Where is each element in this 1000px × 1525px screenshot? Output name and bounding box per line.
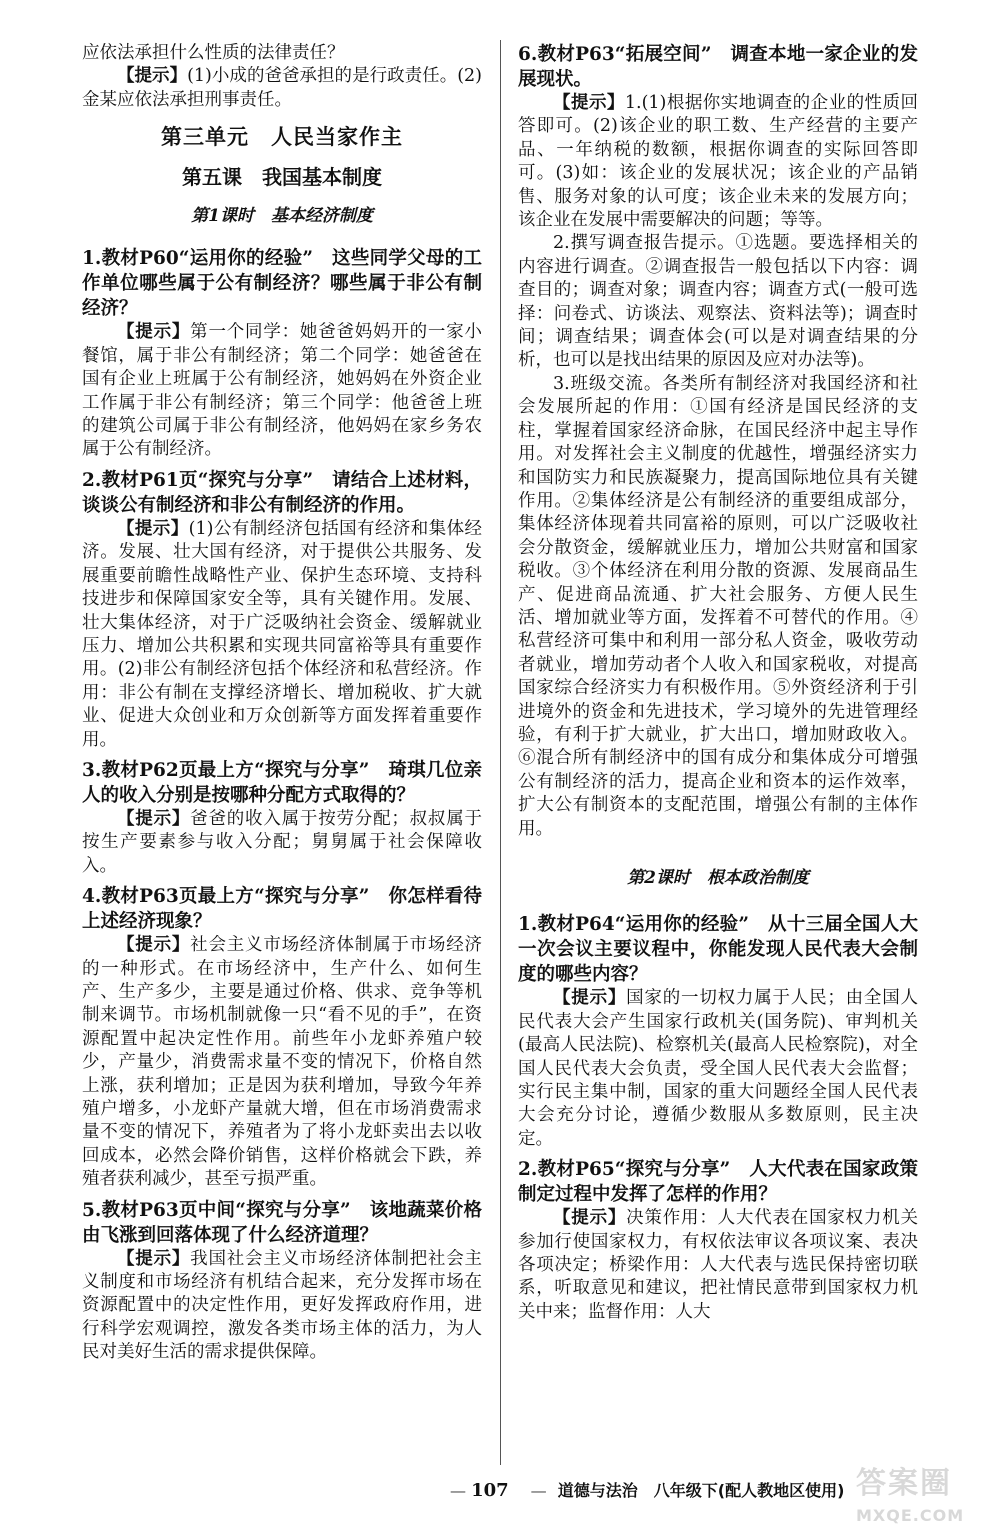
answer-1: 【提示】第一个同学：她爸爸妈妈开的一家小餐馆，属于非公有制经济；第二个同学：她爸爸在国有企业上班属于公有制经济，她妈妈在外资企业工作属于非公有制经济；第三个同学：他爸爸上班的建筑公司属于非公有制经济，他妈妈在家乡务农属于公有制经济。 (82, 322, 483, 460)
right-column (518, 42, 918, 1324)
question-1: 1.教材P60“运用你的经验” 这些同学父母的工作单位哪些属于公有制经济？哪些属于非公有制经济？ (82, 248, 482, 320)
question-4: 4.教材P63页最上方“探究与分享” 你怎样看待上述经济现象？ (82, 886, 482, 933)
answer-6-part-3: 3.班级交流。各类所有制经济对我国经济和社会发展所起的作用：①国有经济是国民经济的支柱，掌握着国家经济命脉，在国民经济中起主导作用。对发挥社会主义制度的优越性，增强经济实力和国防实力和民族凝聚力，提高国际地位具有关键作用。②集体经济是公有制经济的重要组成部分，集体经济体现着共同富裕的原则，可以广泛吸收社会分散资金，缓解就业压力，增加公共财富和国家税收。③个体经济在利用分散的资源、发展商品生产、促进商品流通、扩大社会服务、方便人民生活、增加就业等方面，发挥着不可替代的作用。④私营经济可集中和利用一部分私人资金，吸收劳动者就业，增加劳动者个人收入和国家税收，对提高国家综合经济实力有积极作用。⑤外资经济利于引进境外的资金和先进技术，学习境外的先进管理经验，有利于扩大就业，扩大出口，增加财政收入。⑥混合所有制经济中的国有成分和集体成分可增强公有制经济的活力，提高企业和资本的运作效率，扩大公有制资本的支配范围，增强公有制的主体作用。 (518, 373, 918, 839)
question-3: 3.教材P62页最上方“探究与分享” 琦琪几位亲人的收入分别是按哪种分配方式取得的？ (82, 759, 482, 806)
period-title: 第1课时 基本经济制度 (191, 206, 373, 227)
period2-answer-2: 【提示】决策作用：人大代表在国家权力机关参加行使国家权力，有权依法审议各项议案、表决各项决定；桥梁作用：人大代表与选民保持密切联系，听取意见和建议，把社情民意带到国家权力机关中来；监督作用：人大 (518, 1208, 919, 1322)
answer-6-part-2: 2.撰写调查报告提示。①选题。要选择相关的内容进行调查。②调查报告一般包括以下内容：调查目的；调查对象；调查内容；调查方式(一般可选择：问卷式、访谈法、观察法、资料法等)；调查时间；调查结果；调查体会(可以是对调查结果的分析，也可以是找出结果的原因及应对办法等)。 (518, 233, 918, 371)
watermark-logo: 答案圈 (856, 1466, 952, 1501)
lesson-title: 第五课 我国基本制度 (182, 164, 382, 189)
page-number: 107 (471, 1480, 509, 1501)
question-6: 6.教材P63“拓展空间” 调查本地一家企业的发展现状。 (518, 44, 918, 90)
footer-subject: 道德与法治 八年级下(配人教地区使用) (557, 1481, 845, 1500)
intro-question-tail: 应依法承担什么性质的法律责任？ (82, 43, 345, 63)
intro-tip: 【提示】(1)小成的爸爸承担的是行政责任。(2)金某应依法承担刑事责任。 (82, 66, 483, 110)
watermark-url: MXQE.COM (856, 1506, 965, 1525)
period2-question-1: 1.教材P64“运用你的经验” 从十三届全国人大一次会议主要议程中，你能发现人民代表大会制度的哪些内容？ (518, 914, 918, 986)
answer-5: 【提示】我国社会主义市场经济体制把社会主义制度和市场经济有机结合起来，充分发挥市场在资源配置中的决定性作用，更好发挥政府作用，进行科学宏观调控，激发各类市场主体的活力，为人民对美好生活的需求提供保障。 (82, 1248, 483, 1363)
column-divider (500, 40, 501, 1465)
answer-4: 【提示】社会主义市场经济体制属于市场经济的一种形式。在市场经济中，生产什么、如何生产、生产多少，主要是通过价格、供求、竞争等机制来调节。市场机制就像一只“看不见的手”，在资源配置中起决定性作用。前些年小龙虾养殖户较少，产量少，消费需求量不变的情况下，价格自然上涨，获利增加；正是因为获利增加，导致今年养殖户增多，小龙虾产量就大增，但在市场消费需求量不变的情况下，养殖者为了将小龙虾卖出去以收回成本，必然会降价销售，这样价格就会下跌，养殖者获利减少，甚至亏损严重。 (82, 935, 483, 1190)
question-5: 5.教材P63页中间“探究与分享” 该地蔬菜价格由飞涨到回落体现了什么经济道理？ (82, 1199, 482, 1246)
answer-3: 【提示】爸爸的收入属于按劳分配；叔叔属于按生产要素参与收入分配；舅舅属于社会保障收入。 (82, 808, 483, 876)
page-footer: — 107 — 道德与法治 八年级下(配人教地区使用) (450, 1480, 845, 1501)
answer-6-part-1: 【提示】1.(1)根据你实地调查的企业的性质回答即可。(2)该企业的职工数、生产经营的主要产品、一年纳税的数额，根据你调查的实际回答即可。(3)如：该企业的发展状况；该企业的产品销售、服务对象的认可度；该企业未来的发展方向；该企业在发展中需要解决的问题；等等。 (518, 93, 918, 231)
question-2: 2.教材P61页“探究与分享” 请结合上述材料，谈谈公有制经济和非公有制经济的作用。 (82, 469, 482, 516)
period-2-title: 第2课时 根本政治制度 (627, 868, 809, 888)
left-column (82, 42, 482, 1365)
unit-title: 第三单元 人民当家作主 (161, 125, 403, 150)
period2-answer-1: 【提示】国家的一切权力属于人民；由全国人民代表大会产生国家行政机关(国务院)、审判机关(最高人民法院)、检察机关(最高人民检察院)，对全国人民代表大会负责，受全国人民代表大会监督；实行民主集中制，国家的重大问题经全国人民代表大会充分讨论，遵循少数服从多数原则，民主决定。 (518, 988, 919, 1149)
period2-question-2: 2.教材P65“探究与分享” 人大代表在国家政策制定过程中发挥了怎样的作用？ (518, 1159, 918, 1206)
answer-2: 【提示】(1)公有制经济包括国有经济和集体经济。发展、壮大国有经济，对于提供公共服务、发展重要前瞻性战略性产业、保护生态环境、支持科技进步和保障国家安全等，具有关键作用。发展、壮大集体经济，对于广泛吸纳社会资金、缓解就业压力、增加公共积累和实现共同富裕等具有重要作用。(2)非公有制经济包括个体经济和私营经济。作用：非公有制在支撑经济增长、增加税收、扩大就业、促进大众创业和万众创新等方面发挥着重要作用。 (82, 518, 482, 750)
watermark (856, 1458, 964, 1525)
